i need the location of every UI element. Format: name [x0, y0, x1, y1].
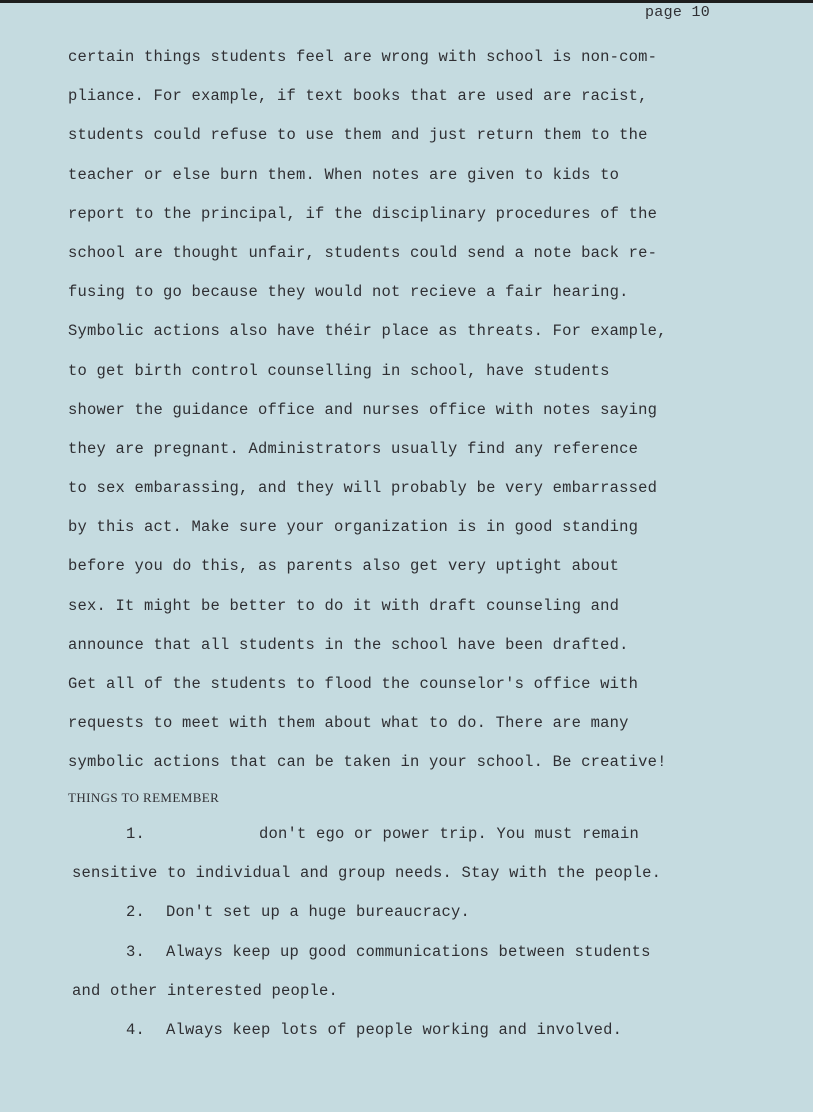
- body-paragraph: [68, 45, 788, 790]
- list-item: [72, 900, 792, 939]
- list-item-number: 1.: [126, 825, 146, 843]
- list-item-continuation: [72, 861, 792, 900]
- text-line: Get all of the students to flood the counselor's office with: [68, 675, 639, 693]
- text-line: report to the principal, if the disciplinary procedures of the: [68, 204, 658, 223]
- list-item-number: 3.: [126, 942, 146, 961]
- text-line: shower the guidance office and nurses office with notes saying: [68, 400, 658, 419]
- list-item-continuation-text: and other interested people.: [72, 981, 339, 1000]
- text-line: before you do this, as parents also get very uptight about: [68, 557, 620, 576]
- text-line: pliance. For example, if text books that are used are racist,: [68, 87, 648, 106]
- list-item-continuation-text: sensitive to individual and group needs. Stay with the people.: [72, 864, 662, 883]
- text-line: certain things students feel are wrong with school is non-com-: [68, 48, 658, 66]
- text-line: fusing to go because they would not recieve a fair hearing.: [68, 283, 629, 302]
- list-item: [72, 822, 792, 861]
- remember-list: [72, 822, 792, 1057]
- text-line: by this act. Make sure your organization is in good standing: [68, 518, 639, 537]
- list-item-text: Always keep lots of people working and involved.: [166, 1020, 623, 1039]
- page-top-edge: [0, 0, 813, 3]
- list-item-text: Always keep up good communications between students: [166, 942, 651, 961]
- list-item: [72, 940, 792, 979]
- text-line: requests to meet with them about what to do. There are many: [68, 714, 629, 733]
- list-item-number: 4.: [126, 1020, 146, 1039]
- list-item-text: don't ego or power trip. You must remain: [259, 825, 640, 843]
- list-item: [72, 1018, 792, 1057]
- text-line: school are thought unfair, students could send a note back re-: [68, 243, 658, 262]
- list-item-number: 2.: [126, 903, 146, 922]
- list-item-text: Don't set up a huge bureaucracy.: [166, 903, 471, 922]
- text-line: students could refuse to use them and just return them to the: [68, 126, 648, 145]
- text-line: to get birth control counselling in school, have students: [68, 361, 610, 380]
- text-line: teacher or else burn them. When notes are given to kids to: [68, 165, 620, 184]
- text-line: symbolic actions that can be taken in your school. Be creative!: [68, 753, 667, 772]
- page-number: page 10: [645, 4, 711, 21]
- text-line: Symbolic actions also have théir place as threats. For example,: [68, 322, 667, 341]
- section-heading: THINGS TO REMEMBER: [68, 790, 220, 805]
- text-line: announce that all students in the school have been drafted.: [68, 635, 629, 654]
- list-item-continuation: [72, 979, 792, 1018]
- text-line: they are pregnant. Administrators usually find any reference: [68, 439, 639, 458]
- text-line: to sex embarassing, and they will probably be very embarrassed: [68, 479, 658, 498]
- text-line: sex. It might be better to do it with draft counseling and: [68, 596, 620, 615]
